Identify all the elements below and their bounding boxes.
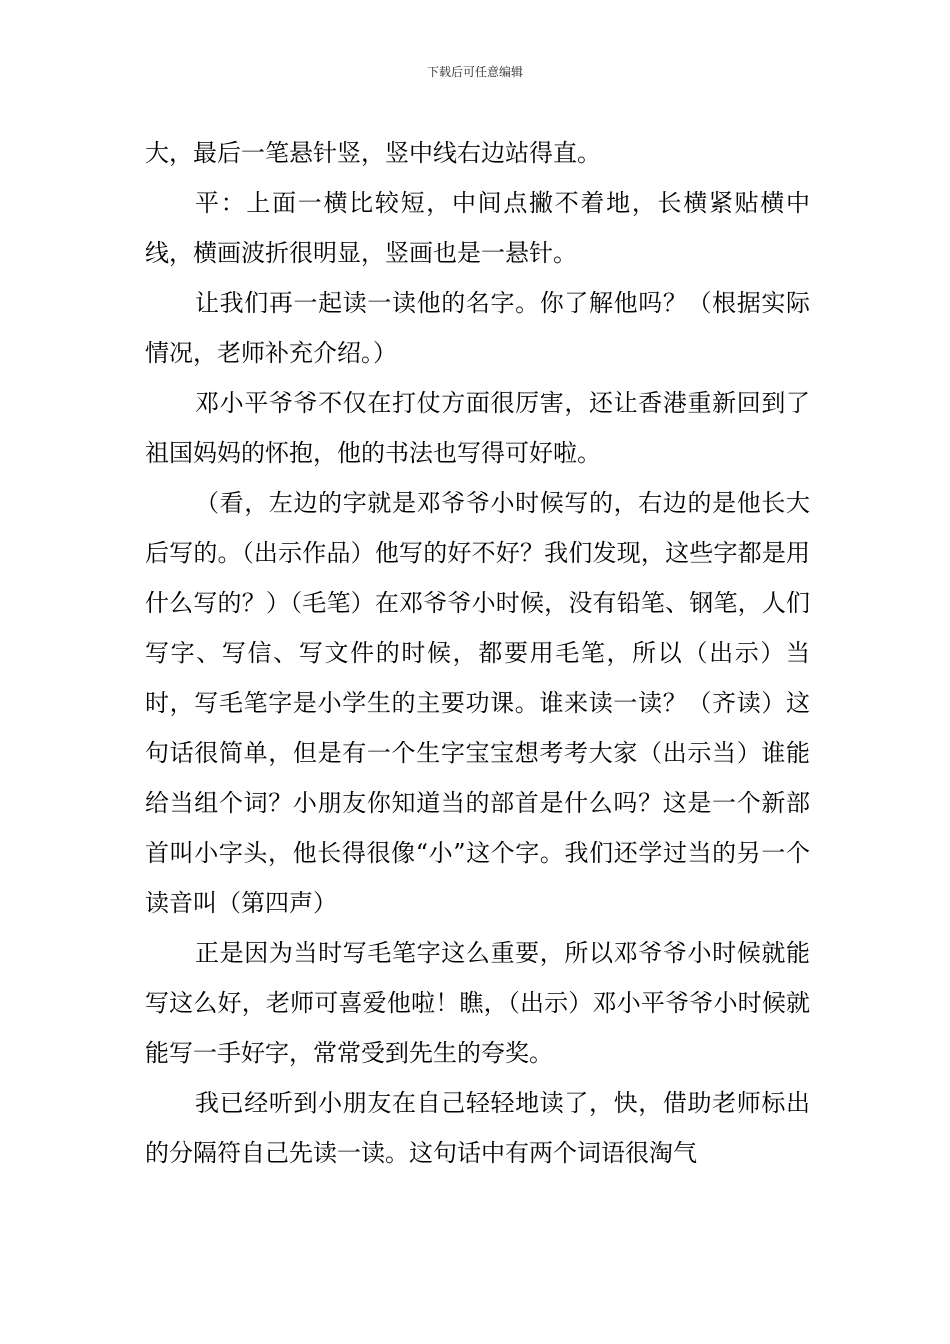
document-body <box>145 128 810 1178</box>
page-header-note: 下载后可任意编辑 <box>426 65 523 79</box>
paragraph-4: 邓小平爷爷不仅在打仗方面很厉害，还让香港重新回到了祖国妈妈的怀抱，他的书法也写得可好啦。 <box>145 389 810 467</box>
paragraph-3: 让我们再一起读一读他的名字。你了解他吗？（根据实际情况，老师补充介绍。） <box>145 289 810 367</box>
paragraph-5: （看，左边的字就是邓爷爷小时候写的，右边的是他长大后写的。（出示作品）他写的好不好？我们发现，这些字都是用什么写的？）（毛笔）在邓爷爷小时候，没有铅笔、钢笔，人们写字、写信、写文件的时候，都要用毛笔，所以（出示）当时，写毛笔字是小学生的主要功课。谁来读一读？（齐读）这句话很简单，但是有一个生字宝宝想考考大家（出示当）谁能给当组个词？小朋友你知道当的部首是什么吗？这是一个新部首叫小字头，他长得很像“小”这个字。我们还学过当的另一个读音叫（第四声） <box>145 489 810 917</box>
paragraph-6: 正是因为当时写毛笔字这么重要，所以邓爷爷小时候就能写这么好，老师可喜爱他啦！瞧，（出示）邓小平爷爷小时候就能写一手好字，常常受到先生的夸奖。 <box>145 939 810 1067</box>
paragraph-2: 平：上面一横比较短，中间点撇不着地，长横紧贴横中线，横画波折很明显，竖画也是一悬针。 <box>145 189 810 267</box>
paragraph-1: 大，最后一笔悬针竖，竖中线右边站得直。 <box>145 139 601 167</box>
paragraph-7: 我已经听到小朋友在自己轻轻地读了，快，借助老师标出的分隔符自己先读一读。这句话中有两个词语很淘气 <box>145 1089 810 1167</box>
